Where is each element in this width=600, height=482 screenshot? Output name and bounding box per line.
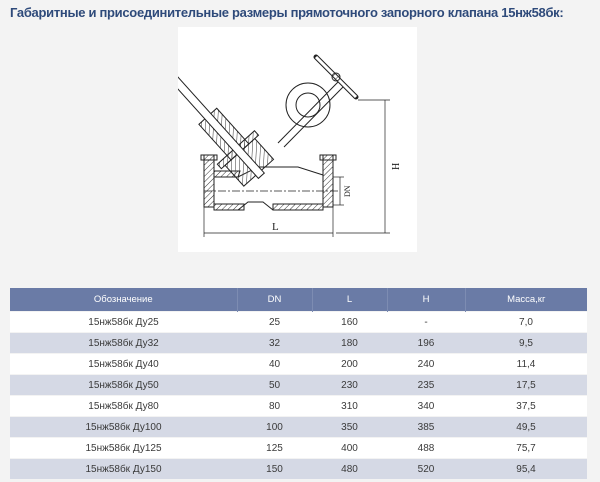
- cell-dn: 25: [237, 312, 312, 333]
- cell-h: 235: [387, 375, 465, 396]
- cell-designation: 15нж58бк Ду25: [10, 312, 237, 333]
- cell-dn: 80: [237, 396, 312, 417]
- cell-designation: 15нж58бк Ду32: [10, 333, 237, 354]
- header-h: H: [387, 288, 465, 312]
- cell-designation: 15нж58бк Ду40: [10, 354, 237, 375]
- cell-h: 340: [387, 396, 465, 417]
- header-mass: Масса,кг: [465, 288, 587, 312]
- cell-l: 400: [312, 438, 387, 459]
- table-row: [10, 375, 587, 396]
- cell-dn: 50: [237, 375, 312, 396]
- cell-l: 180: [312, 333, 387, 354]
- cell-mass: 75,7: [465, 438, 587, 459]
- cell-l: 160: [312, 312, 387, 333]
- cell-l: 350: [312, 417, 387, 438]
- cell-designation: 15нж58бк Ду100: [10, 417, 237, 438]
- cell-mass: 95,4: [465, 459, 587, 480]
- dimension-h-label: H: [391, 162, 402, 170]
- header-l: L: [312, 288, 387, 312]
- dimension-dn-label: DN: [343, 185, 352, 197]
- table-row: [10, 312, 587, 333]
- cell-mass: 11,4: [465, 354, 587, 375]
- cell-h: 520: [387, 459, 465, 480]
- cell-dn: 150: [237, 459, 312, 480]
- cell-h: 196: [387, 333, 465, 354]
- cell-l: 200: [312, 354, 387, 375]
- header-designation: Обозначение: [10, 288, 237, 312]
- cell-dn: 125: [237, 438, 312, 459]
- cell-designation: 15нж58бк Ду150: [10, 459, 237, 480]
- cell-mass: 37,5: [465, 396, 587, 417]
- cell-h: 488: [387, 438, 465, 459]
- cell-l: 230: [312, 375, 387, 396]
- dimensions-table: [10, 288, 587, 479]
- header-dn: DN: [237, 288, 312, 312]
- table-row: [10, 438, 587, 459]
- page-title: Габаритные и присоединительные размеры прямоточного запорного клапана 15нж58бк:: [10, 5, 564, 20]
- cell-dn: 32: [237, 333, 312, 354]
- cell-designation: 15нж58бк Ду50: [10, 375, 237, 396]
- table-row: [10, 459, 587, 480]
- valve-schematic-icon: [178, 27, 417, 252]
- cell-dn: 100: [237, 417, 312, 438]
- cell-mass: 7,0: [465, 312, 587, 333]
- cell-mass: 49,5: [465, 417, 587, 438]
- cell-mass: 17,5: [465, 375, 587, 396]
- cell-h: -: [387, 312, 465, 333]
- cell-l: 310: [312, 396, 387, 417]
- table-row: [10, 333, 587, 354]
- cell-dn: 40: [237, 354, 312, 375]
- cell-h: 240: [387, 354, 465, 375]
- dimension-l-label: L: [272, 221, 279, 233]
- cell-l: 480: [312, 459, 387, 480]
- valve-drawing: [178, 27, 417, 252]
- table-row: [10, 417, 587, 438]
- table-row: [10, 354, 587, 375]
- cell-designation: 15нж58бк Ду125: [10, 438, 237, 459]
- cell-designation: 15нж58бк Ду80: [10, 396, 237, 417]
- cell-h: 385: [387, 417, 465, 438]
- cell-mass: 9,5: [465, 333, 587, 354]
- table-header-row: [10, 288, 587, 312]
- table-row: [10, 396, 587, 417]
